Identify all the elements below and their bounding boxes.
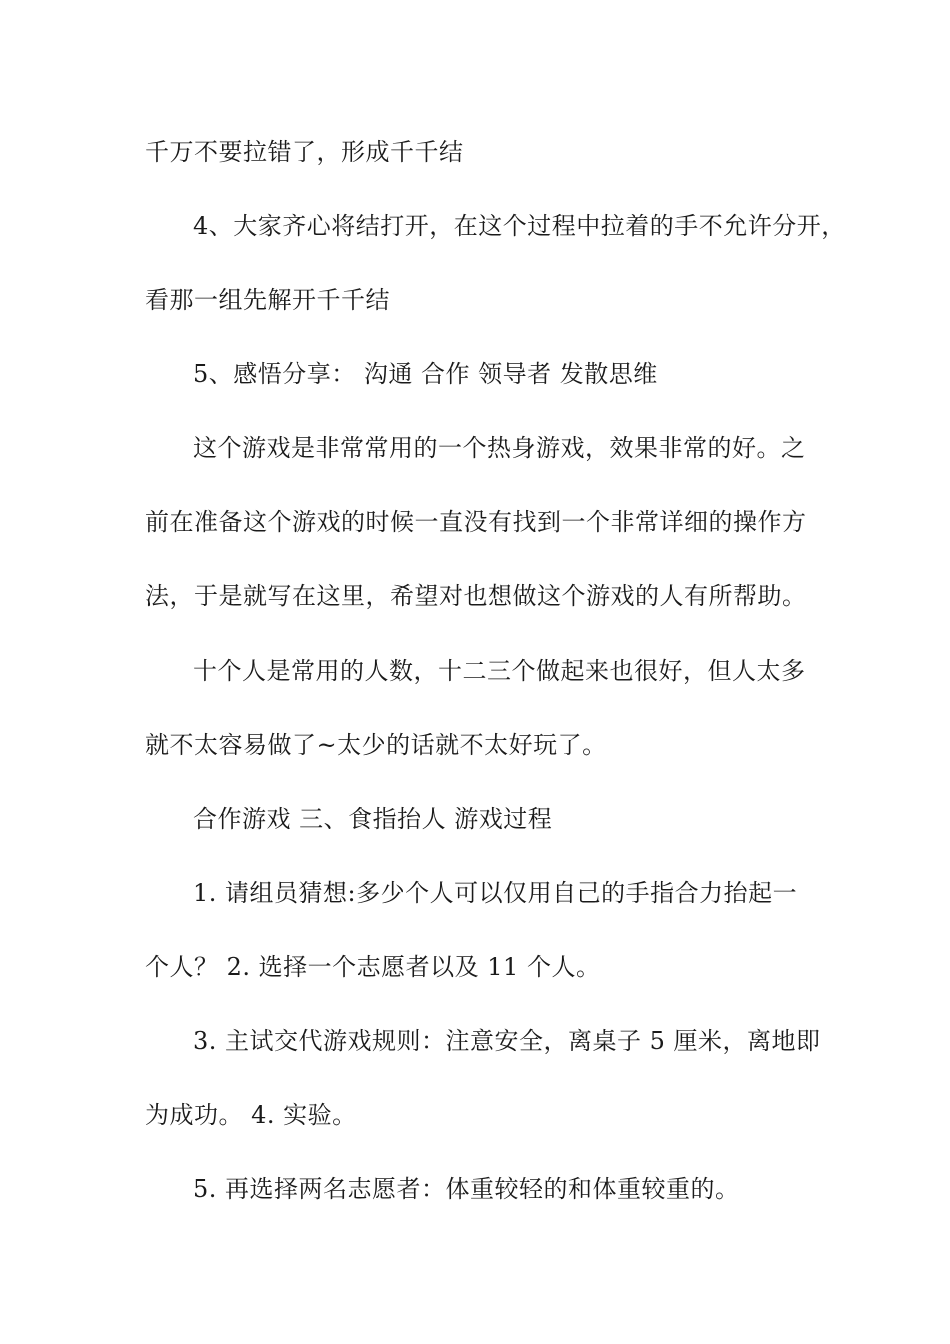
text-line: 3. 主试交代游戏规则：注意安全，离桌子 5 厘米，离地即	[193, 1027, 821, 1055]
text-line: 就不太容易做了~太少的话就不太好玩了。	[145, 731, 607, 759]
text-line: 十个人是常用的人数，十二三个做起来也很好，但人太多	[193, 657, 806, 685]
text-line: 为成功。 4. 实验。	[145, 1101, 357, 1129]
text-line: 这个游戏是非常常用的一个热身游戏，效果非常的好。之	[193, 434, 806, 462]
text-line: 4、大家齐心将结打开，在这个过程中拉着的手不允许分开，	[193, 212, 846, 240]
text-line: 5. 再选择两名志愿者：体重较轻的和体重较重的。	[193, 1175, 740, 1203]
text-line: 5、感悟分享： 沟通 合作 领导者 发散思维	[193, 360, 658, 388]
text-line: 合作游戏 三、食指抬人 游戏过程	[193, 805, 553, 833]
text-line: 前在准备这个游戏的时候一直没有找到一个非常详细的操作方	[145, 508, 807, 536]
text-line: 1. 请组员猜想:多少个人可以仅用自己的手指合力抬起一	[193, 879, 798, 907]
text-line: 看那一组先解开千千结	[145, 286, 390, 314]
text-line: 个人？ 2. 选择一个志愿者以及 11 个人。	[145, 953, 601, 981]
text-line: 法，于是就写在这里，希望对也想做这个游戏的人有所帮助。	[145, 582, 807, 610]
text-line: 千万不要拉错了，形成千千结	[145, 138, 464, 166]
